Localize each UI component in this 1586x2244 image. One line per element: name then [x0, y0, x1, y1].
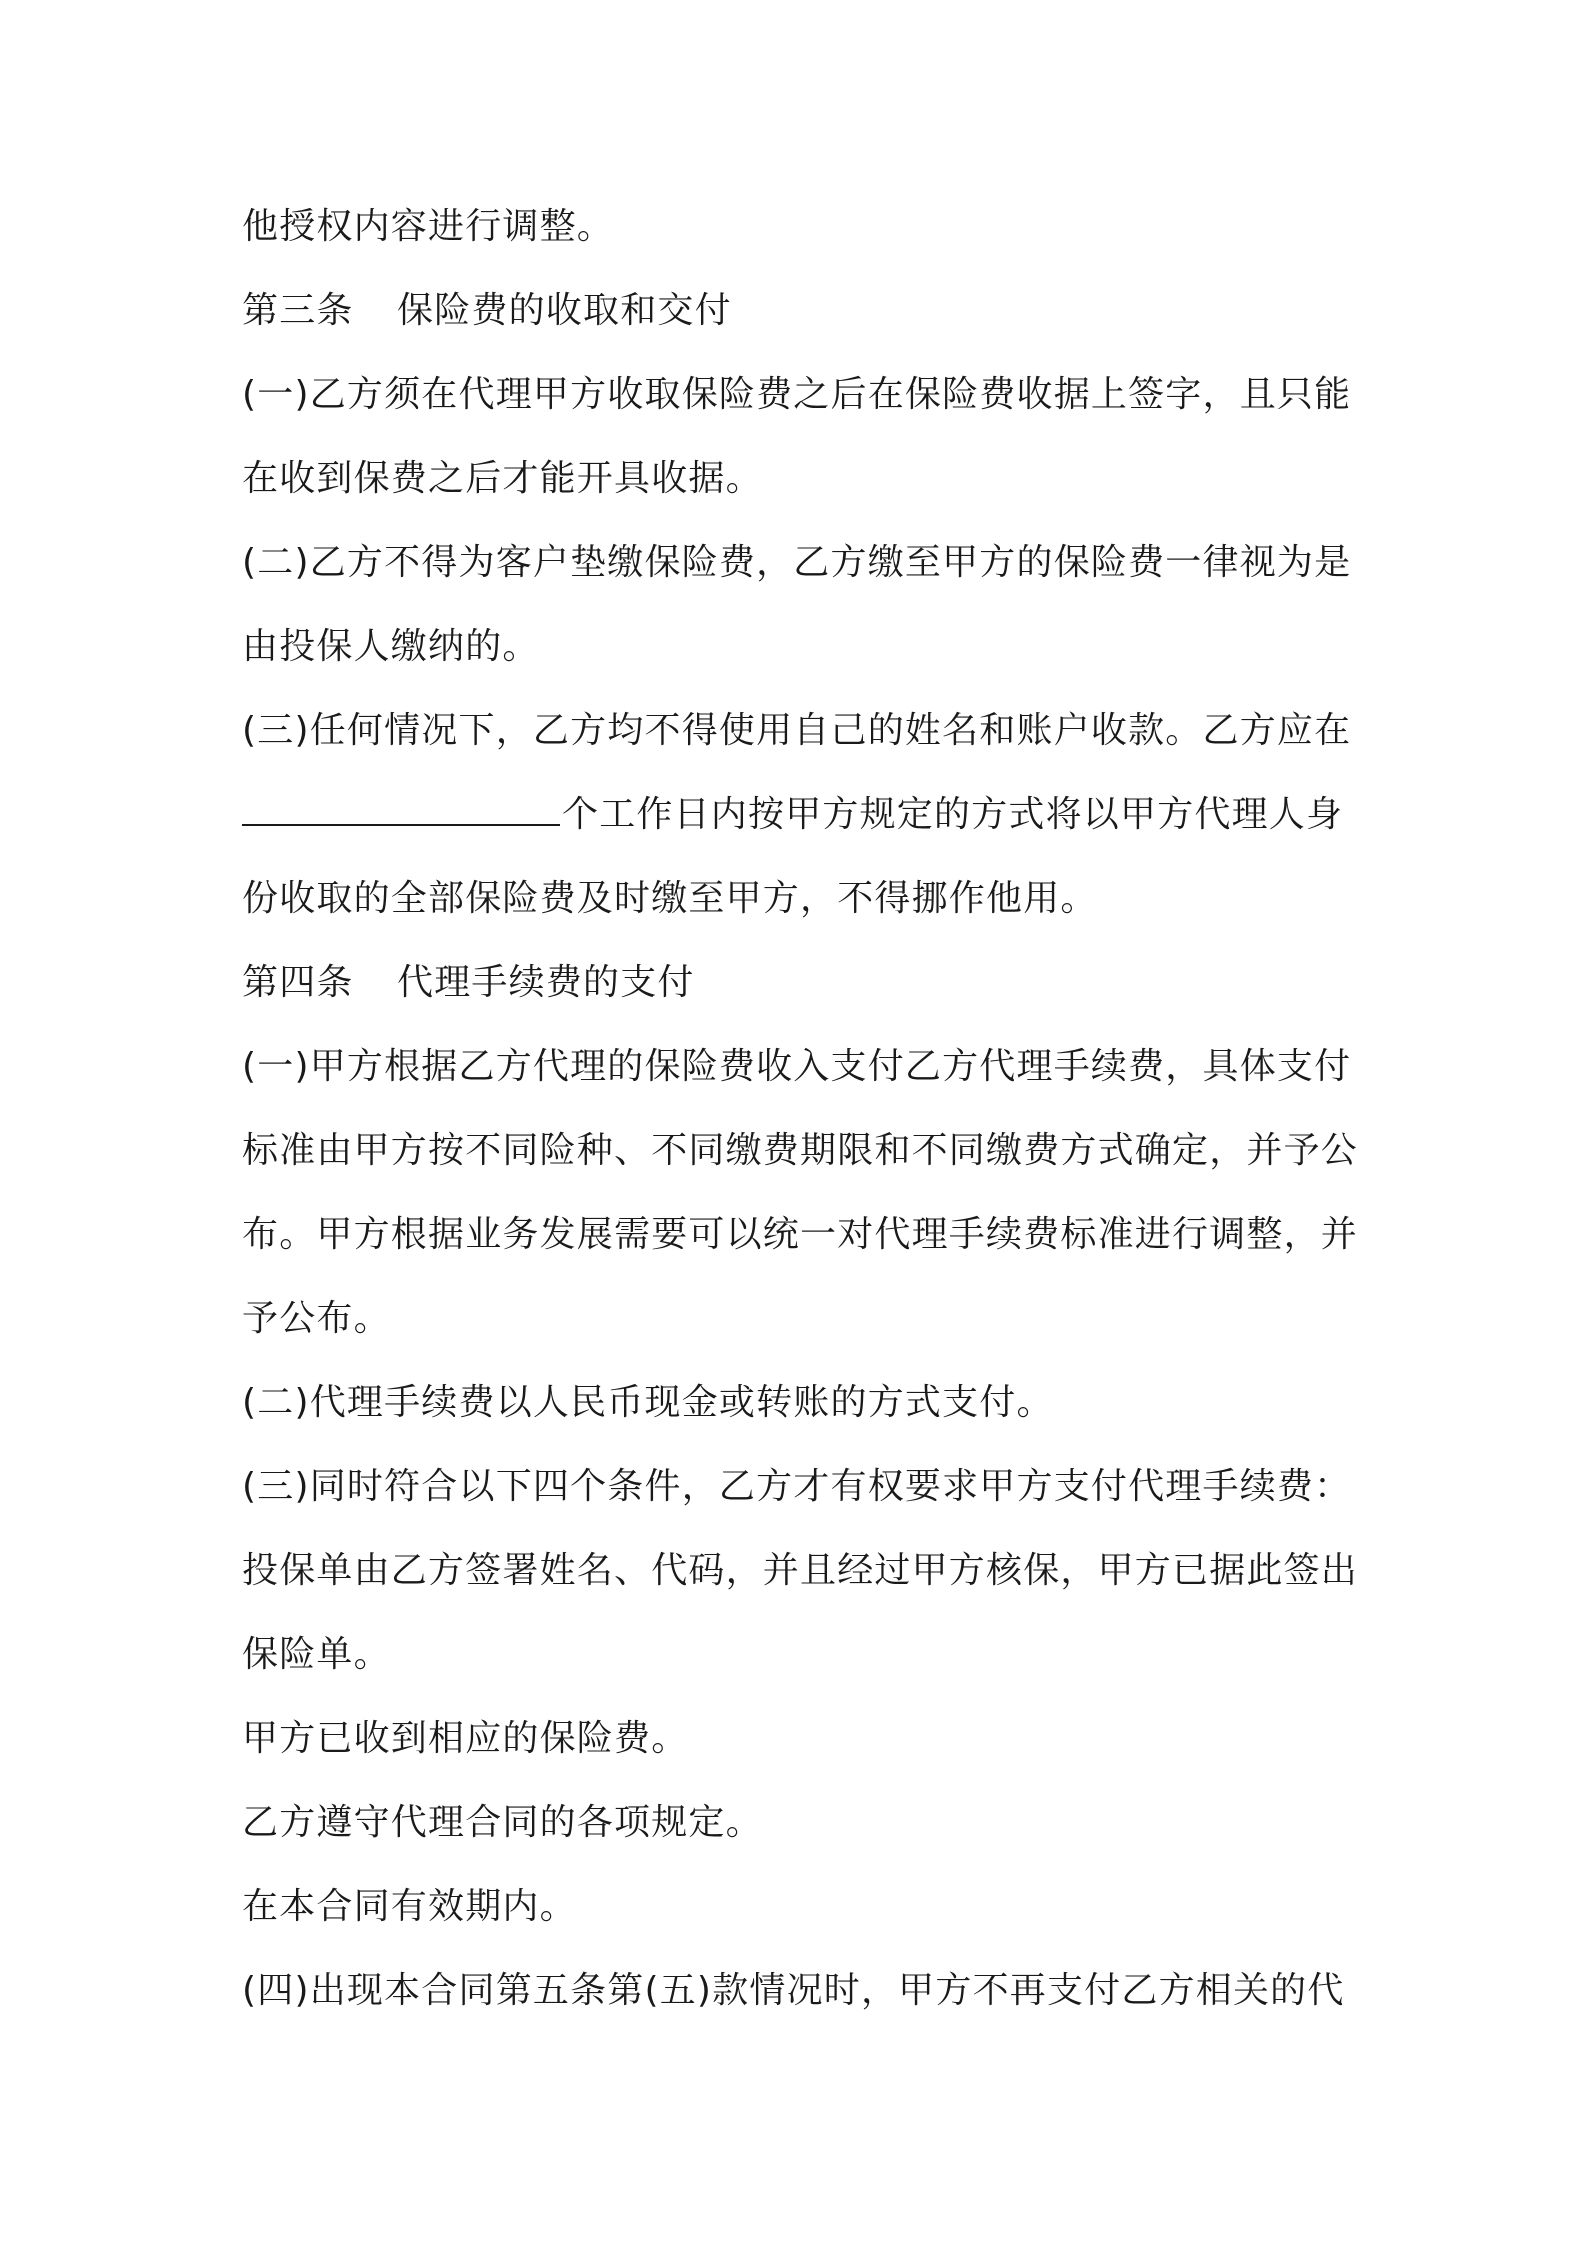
paragraph-line: 标准由甲方按不同险种、不同缴费期限和不同缴费方式确定，并予公	[242, 1130, 1359, 1171]
paragraph-line: 布。甲方根据业务发展需要可以统一对代理手续费标准进行调整，并	[242, 1214, 1359, 1255]
paragraph-line: (一)乙方须在代理甲方收取保险费之后在保险费收据上签字，且只能	[242, 374, 1352, 415]
paragraph-line: 在收到保费之后才能开具收据。	[242, 458, 763, 499]
paragraph-line-with-blank	[242, 791, 1362, 839]
paragraph-line: 保险单。	[242, 1634, 391, 1675]
paragraph-text: 个工作日内按甲方规定的方式将以甲方代理人身	[562, 794, 1344, 835]
paragraph-line: 甲方已收到相应的保险费。	[242, 1718, 689, 1759]
paragraph-line: (二)乙方不得为客户垫缴保险费，乙方缴至甲方的保险费一律视为是	[242, 542, 1352, 583]
paragraph-line: 由投保人缴纳的。	[242, 626, 540, 667]
article-title: 保险费的收取和交付	[397, 290, 732, 331]
paragraph-line: 乙方遵守代理合同的各项规定。	[242, 1802, 763, 1843]
article-heading	[242, 959, 1362, 1007]
paragraph-line: 份收取的全部保险费及时缴至甲方，不得挪作他用。	[242, 878, 1098, 919]
paragraph-line: (三)任何情况下，乙方均不得使用自己的姓名和账户收款。乙方应在	[242, 710, 1352, 751]
paragraph-line: 投保单由乙方签署姓名、代码，并且经过甲方核保，甲方已据此签出	[242, 1550, 1359, 1591]
article-number: 第四条	[242, 962, 354, 1003]
article-heading	[242, 287, 1362, 335]
paragraph-line: (三)同时符合以下四个条件，乙方才有权要求甲方支付代理手续费：	[242, 1466, 1352, 1507]
article-number: 第三条	[242, 290, 354, 331]
paragraph-line: (四)出现本合同第五条第(五)款情况时，甲方不再支付乙方相关的代	[242, 1970, 1345, 2011]
paragraph-line: (二)代理手续费以人民币现金或转账的方式支付。	[242, 1382, 1054, 1423]
paragraph-line: 予公布。	[242, 1298, 391, 1339]
paragraph-line: 他授权内容进行调整。	[242, 206, 615, 247]
paragraph-line: 在本合同有效期内。	[242, 1886, 577, 1927]
fill-in-blank[interactable]	[242, 792, 560, 826]
article-title: 代理手续费的支付	[397, 962, 695, 1003]
paragraph-line: (一)甲方根据乙方代理的保险费收入支付乙方代理手续费，具体支付	[242, 1046, 1352, 1087]
